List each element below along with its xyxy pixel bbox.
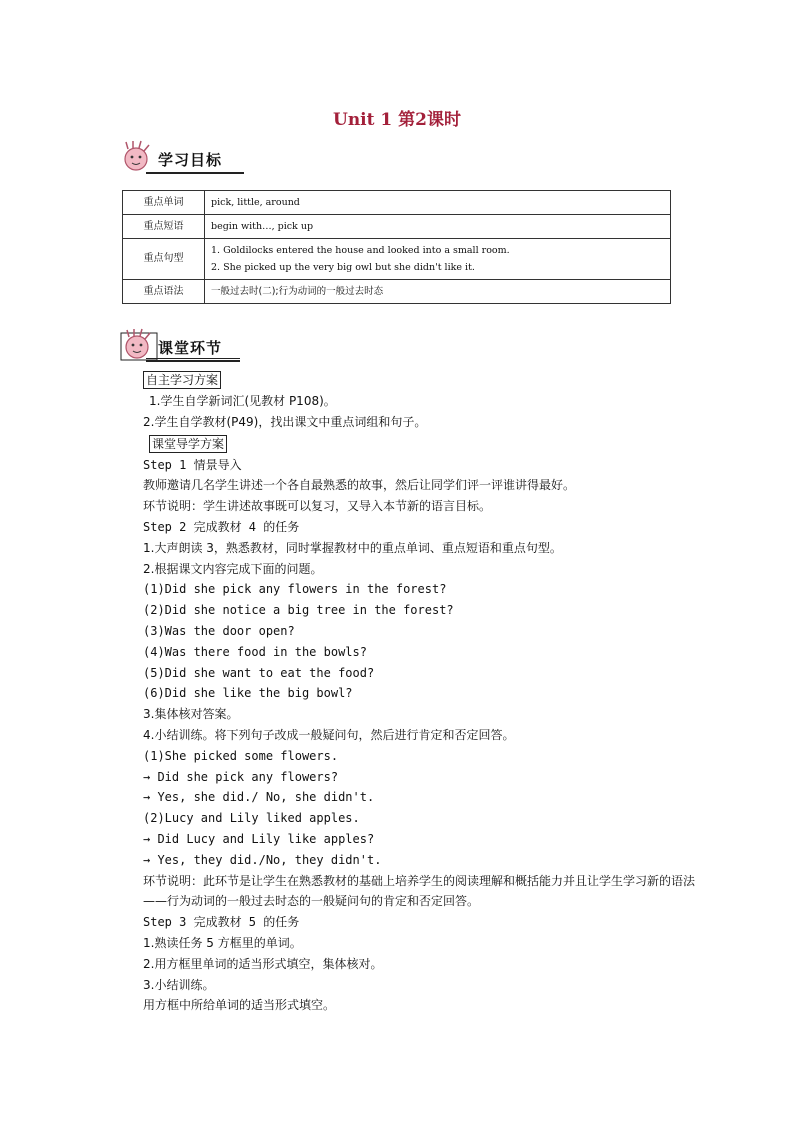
badge-underline: [146, 360, 240, 362]
page-title: Unit 1 第2课时: [333, 110, 461, 130]
table-row: [123, 191, 671, 215]
body-line: 1.大声朗读 3，熟悉教材，同时掌握教材中的重点单词、重点短语和重点句型。: [143, 540, 562, 555]
question-line: (3)Was the door open?: [143, 623, 295, 638]
classroom-label: 课堂环节: [158, 339, 223, 357]
row-value-line: pick, little, around: [211, 197, 300, 208]
question-line: (2)Did she notice a big tree in the forest?: [143, 603, 454, 618]
table-row: [123, 239, 671, 280]
classroom-badge: [120, 328, 240, 362]
exercise-line: (1)She picked some flowers.: [143, 748, 339, 763]
badge-underline: [146, 172, 244, 174]
question-line: (1)Did she pick any flowers in the forest?: [143, 582, 447, 597]
body-line: 2.根据课文内容完成下面的问题。: [143, 561, 323, 576]
question-line: (4)Was there food in the bowls?: [143, 644, 367, 659]
exercise-line: → Did Lucy and Lily like apples?: [143, 831, 375, 846]
section-box-label: 自主学习方案: [143, 371, 221, 389]
step-heading: Step 3 完成教材 5 的任务: [143, 915, 300, 930]
row-value-line: 2. She picked up the very big owl but she didn't like it.: [211, 262, 475, 273]
section-note: 环节说明：此环节是让学生在熟悉教材的基础上培养学生的阅读理解和概括能力并且让学生学习新的语法——行为动词的一般过去时态的一般疑问句的肯定和否定回答。: [143, 873, 696, 909]
row-key: 重点语法: [123, 280, 205, 304]
row-value-line: 一般过去时(二);行为动词的一般过去时态: [211, 286, 384, 297]
body-line: 3.小结训练。: [143, 977, 215, 992]
exercise-line: (2)Lucy and Lily liked apples.: [143, 811, 360, 826]
step-heading: Step 2 完成教材 4 的任务: [143, 519, 300, 534]
pencil-mascot-icon: [120, 140, 160, 174]
exercise-line: → Yes, she did./ No, she didn't.: [143, 790, 375, 805]
row-value: [205, 280, 671, 304]
row-key: 重点单词: [123, 191, 205, 215]
table-row: [123, 280, 671, 304]
objectives-badge: [120, 140, 244, 174]
body-line: 教师邀请几名学生讲述一个各自最熟悉的故事，然后让同学们评一评谁讲得最好。: [143, 478, 576, 493]
exercise-line: → Did she pick any flowers?: [143, 769, 339, 784]
row-value: [205, 239, 671, 280]
section-box-label: 课堂导学方案: [149, 435, 227, 453]
objectives-label: 学习目标: [158, 151, 223, 169]
body-line: 2.用方框里单词的适当形式填空，集体核对。: [143, 956, 383, 971]
body-line: 1.学生自学新词汇(见教材 P108)。: [149, 394, 336, 408]
row-value: [205, 215, 671, 239]
pencil-mascot-icon: [120, 328, 160, 362]
row-key: 重点短语: [123, 215, 205, 239]
body-line: 4.小结训练。将下列句子改成一般疑问句，然后进行肯定和否定回答。: [143, 727, 515, 742]
question-line: (6)Did she like the big bowl?: [143, 686, 353, 701]
body-line: 3.集体核对答案。: [143, 707, 239, 722]
body-line: 用方框中所给单词的适当形式填空。: [143, 998, 336, 1013]
badge-underline: [146, 358, 240, 359]
objectives-table: [122, 190, 671, 304]
row-value-line: begin with…, pick up: [211, 221, 314, 232]
body-line: 环节说明：学生讲述故事既可以复习，又导入本节新的语言目标。: [143, 499, 492, 514]
lesson-body: [143, 369, 696, 1016]
exercise-line: → Yes, they did./No, they didn't.: [143, 852, 382, 867]
body-line: 2.学生自学教材(P49)，找出课文中重点词组和句子。: [143, 414, 427, 429]
row-value: [205, 191, 671, 215]
question-line: (5)Did she want to eat the food?: [143, 665, 375, 680]
body-line: 1.熟读任务 5 方框里的单词。: [143, 935, 302, 950]
step-heading: Step 1 情景导入: [143, 457, 242, 472]
table-row: [123, 215, 671, 239]
row-key: 重点句型: [123, 239, 205, 280]
row-value-line: 1. Goldilocks entered the house and looked into a small room.: [211, 245, 510, 256]
